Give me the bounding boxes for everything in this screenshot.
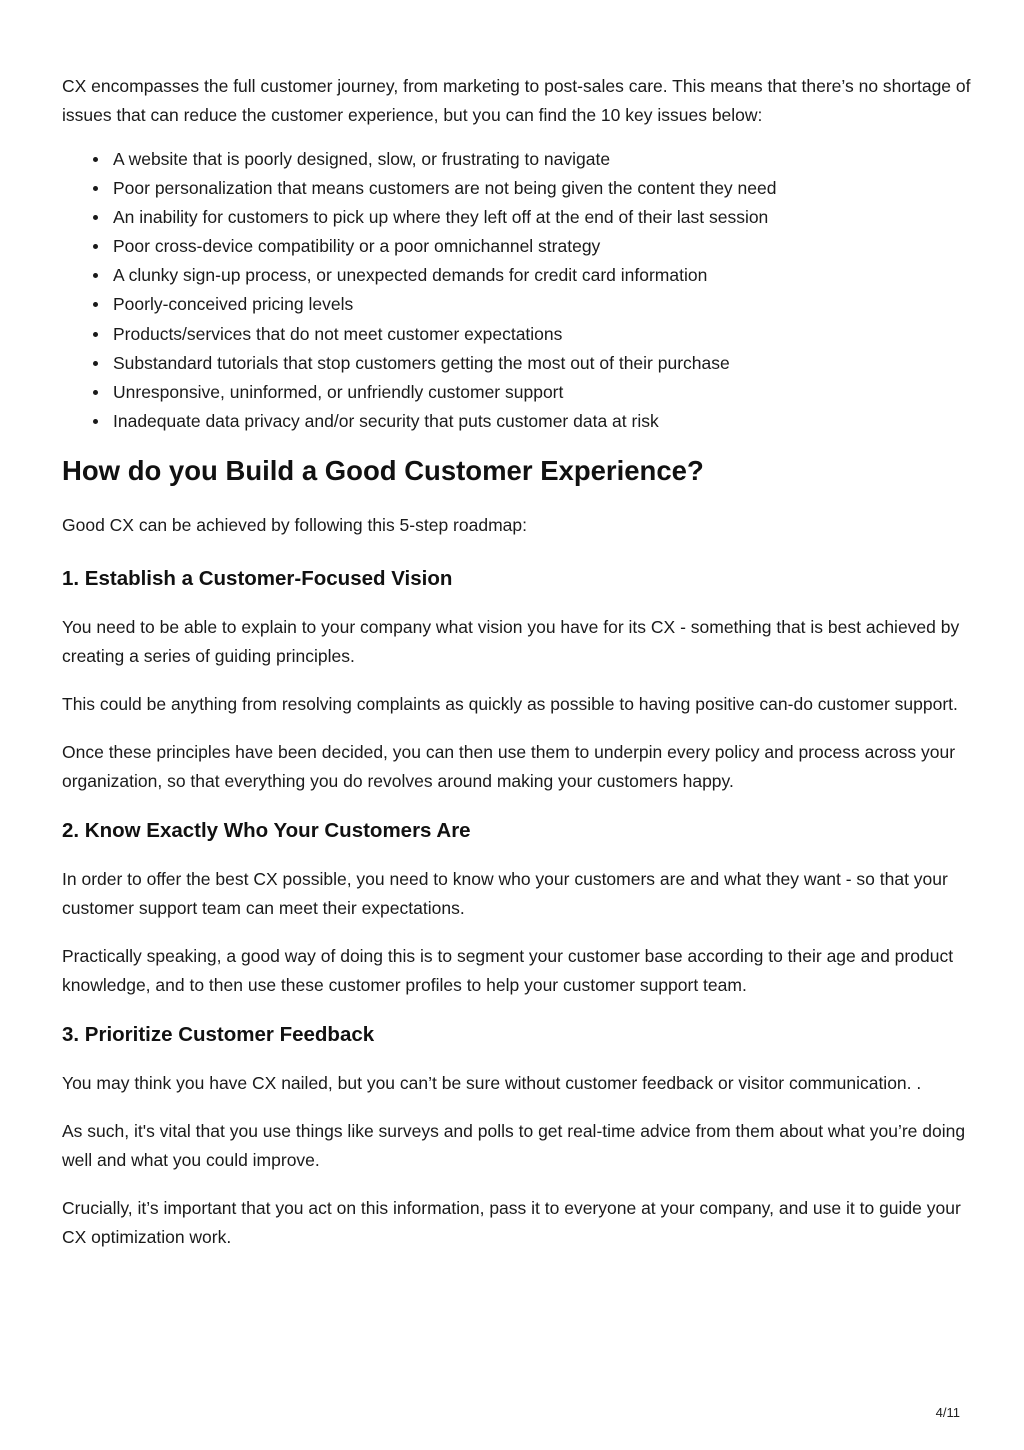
list-item: Inadequate data privacy and/or security that puts customer data at risk xyxy=(113,407,972,436)
document-page xyxy=(62,72,972,1252)
step-1-heading: 1. Establish a Customer-Focused Vision xyxy=(62,566,453,590)
step-2-heading: 2. Know Exactly Who Your Customers Are xyxy=(62,818,471,842)
paragraph: This could be anything from resolving complaints as quickly as possible to having positive can-do customer support. xyxy=(62,693,958,714)
paragraph: You need to be able to explain to your company what vision you have for its CX - something that is best achieved by creating a series of guiding principles. xyxy=(62,616,960,666)
step-3-heading: 3. Prioritize Customer Feedback xyxy=(62,1022,375,1046)
section-heading: How do you Build a Good Customer Experience? xyxy=(62,454,704,486)
intro-paragraph: CX encompasses the full customer journey, from marketing to post-sales care. This means that there’s no shortage of issues that can reduce the customer experience, but you can find the 10 key issues below: xyxy=(62,76,971,125)
paragraph: Practically speaking, a good way of doing this is to segment your customer base according to their age and product knowledge, and to then use these customer profiles to help your customer support team. xyxy=(62,945,954,995)
paragraph: As such, it's vital that you use things like surveys and polls to get real-time advice from them about what you’re doing well and what you could improve. xyxy=(62,1120,966,1170)
list-item: An inability for customers to pick up where they left off at the end of their last session xyxy=(113,203,972,232)
list-item: Poor personalization that means customers are not being given the content they need xyxy=(113,174,972,203)
list-item: Unresponsive, uninformed, or unfriendly customer support xyxy=(113,378,972,407)
paragraph: Once these principles have been decided, you can then use them to underpin every policy and process across your organization, so that everything you do revolves around making your customers happy. xyxy=(62,741,956,791)
list-item: Poor cross-device compatibility or a poor omnichannel strategy xyxy=(113,232,972,261)
page-number: 4/11 xyxy=(935,1405,960,1420)
issues-list xyxy=(62,145,972,436)
list-item: Substandard tutorials that stop customers getting the most out of their purchase xyxy=(113,349,972,378)
paragraph: In order to offer the best CX possible, you need to know who your customers are and what they want - so that your customer support team can meet their expectations. xyxy=(62,868,948,918)
list-item: Products/services that do not meet customer expectations xyxy=(113,320,972,349)
paragraph: Crucially, it’s important that you act on this information, pass it to everyone at your company, and use it to guide your CX optimization work. xyxy=(62,1197,961,1247)
list-item: A website that is poorly designed, slow, or frustrating to navigate xyxy=(113,145,972,174)
lead-paragraph: Good CX can be achieved by following this 5-step roadmap: xyxy=(62,514,527,535)
list-item: Poorly-conceived pricing levels xyxy=(113,290,972,319)
list-item: A clunky sign-up process, or unexpected demands for credit card information xyxy=(113,261,972,290)
paragraph: You may think you have CX nailed, but you can’t be sure without customer feedback or visitor communication. . xyxy=(62,1072,922,1093)
